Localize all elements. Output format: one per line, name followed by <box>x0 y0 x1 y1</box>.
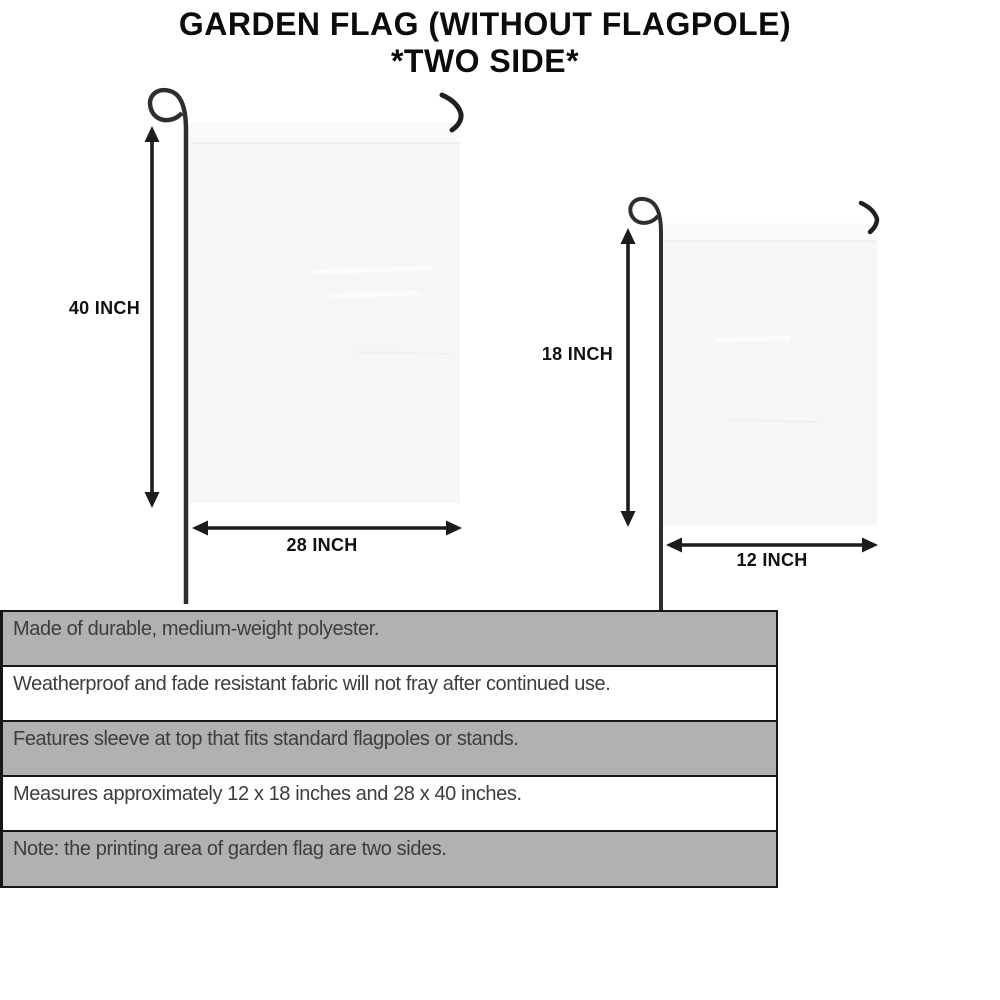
large-flag-sleeve <box>190 122 460 143</box>
small-flag-pole <box>630 199 661 612</box>
small-flag <box>663 223 877 525</box>
large-width-arrow <box>192 521 462 536</box>
feature-table <box>0 610 778 888</box>
large-flag-fold <box>330 293 420 296</box>
large-flag-group <box>145 90 463 604</box>
large-flag-pole <box>150 90 186 604</box>
large-flag <box>190 122 460 503</box>
feature-row-sleeve: Features sleeve at top that fits standard flagpoles or stands. <box>3 722 776 777</box>
large-width-label: 28 INCH <box>286 535 358 555</box>
feature-row-weatherproof: Weatherproof and fade resistant fabric will not fray after continued use. <box>3 667 776 722</box>
feature-row-material: Made of durable, medium-weight polyester. <box>3 612 776 667</box>
small-height-arrow <box>621 228 636 527</box>
small-flag-fold <box>715 338 790 340</box>
small-width-label: 12 INCH <box>736 550 808 570</box>
small-flag-sleeve <box>663 223 877 241</box>
title-line-2: *TWO SIDE* <box>390 43 580 79</box>
large-height-arrow <box>145 126 160 508</box>
title-line-1: GARDEN FLAG (WITHOUT FLAGPOLE) <box>178 6 792 42</box>
small-height-label: 18 INCH <box>541 344 613 364</box>
feature-row-measures: Measures approximately 12 x 18 inches and 28 x 40 inches. <box>3 777 776 832</box>
feature-row-note: Note: the printing area of garden flag are two sides. <box>3 832 776 886</box>
large-height-label: 40 INCH <box>68 298 140 318</box>
